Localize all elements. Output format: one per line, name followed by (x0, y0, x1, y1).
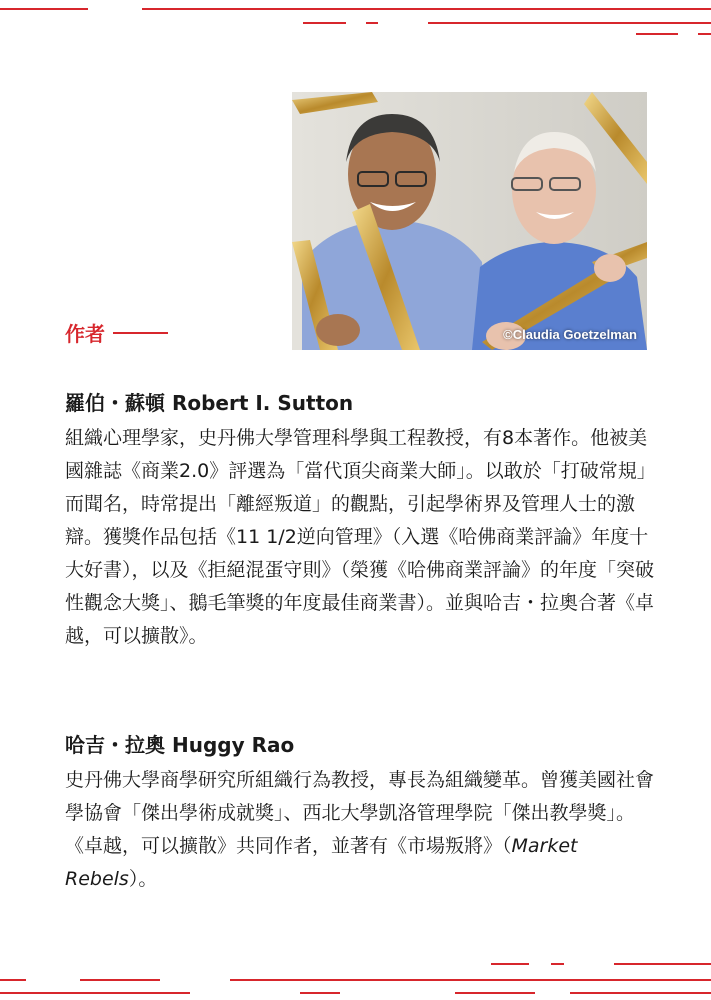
decor-line (80, 979, 160, 981)
decor-line (570, 992, 711, 994)
decor-line (300, 992, 340, 994)
decor-line (614, 963, 711, 965)
decor-line (698, 33, 711, 35)
decor-line (303, 22, 346, 24)
decor-line (636, 33, 678, 35)
author-bio-text: 史丹佛大學商學研究所組織行為教授，專長為組織變革。曾獲美國社會學協會「傑出學術成就獎」、西北大學凱洛管理學院「傑出教學獎」。《卓越，可以擴散》共同作者，並著有《市場叛將》（ (65, 769, 655, 857)
author-block-rao (65, 732, 655, 896)
decor-line (366, 22, 378, 24)
author-bio: 組織心理學家，史丹佛大學管理科學與工程教授，有8本著作。他被美國雜誌《商業2.0》評選為「當代頂尖商業大師」。以敢於「打破常規」而聞名，時常提出「離經叛道」的觀點，引起學術界及管理人士的激辯。獲獎作品包括《11 1/2逆向管理》（入選《哈佛商業評論》年度十大好書），以及《拒絕混蛋守則》（榮獲《哈佛商業評論》的年度「突破性觀念大獎」、鵝毛筆獎的年度最佳商業書）。並與哈吉・拉奧合著《卓越，可以擴散》。 (65, 427, 655, 647)
section-label (65, 318, 168, 347)
decor-line (455, 992, 535, 994)
section-label-dash (113, 332, 168, 334)
decor-line (0, 992, 190, 994)
decor-line (230, 979, 711, 981)
author-photo (292, 92, 647, 350)
decor-line (491, 963, 529, 965)
book-title-italic: Market Rebels (65, 835, 578, 890)
photo-credit: ©Claudia Goetzelman (503, 327, 637, 342)
author-name: 羅伯・蘇頓 Robert I. Sutton (65, 391, 354, 415)
decor-line (0, 8, 88, 10)
author-bio-text: ）。 (128, 868, 158, 890)
decor-line (428, 22, 711, 24)
author-name: 哈吉・拉奧 Huggy Rao (65, 733, 295, 757)
author-bio (65, 764, 655, 896)
section-label-text: 作者 (65, 322, 105, 346)
decor-line (142, 8, 711, 10)
author-block-sutton (65, 390, 655, 653)
decor-line (0, 979, 26, 981)
decor-line (551, 963, 564, 965)
